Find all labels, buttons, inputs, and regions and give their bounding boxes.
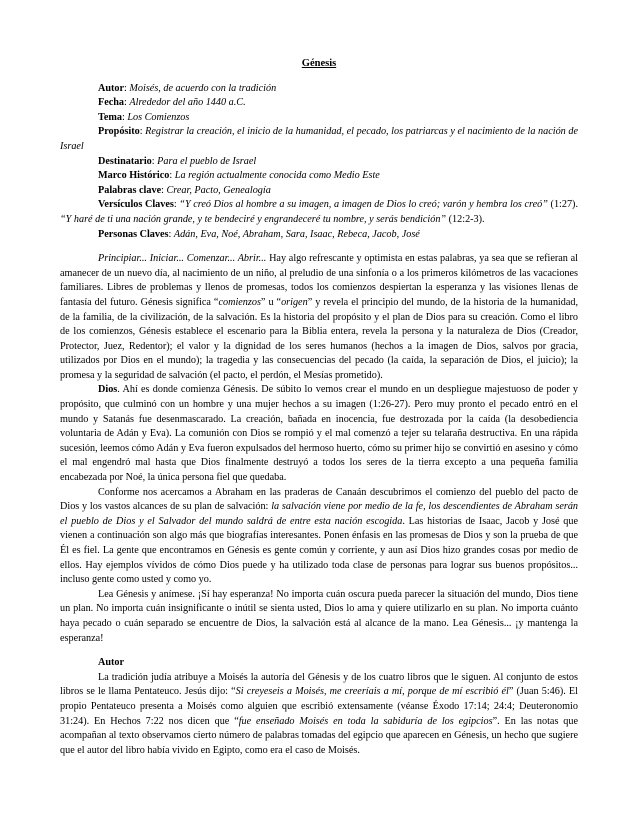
inline-bold: Dios [98,384,118,396]
meta-personas-claves: Personas Claves: Adán, Eva, Noé, Abraham, Sara, Isaac, Rebeca, Jacob, José [98,228,420,240]
meta-value: Adán, Eva, Noé, Abraham, Sara, Isaac, Rebeca, Jacob, José [173,228,420,240]
meta-quote: “Y haré de ti una nación grande, y te bendeciré y engrandeceré tu nombre, y serás bendición” [60,213,447,225]
body-text: . Las historias de Isaac, Jacob y José que vienen a continuación son algo más que biografías interesantes. Ponen énfasis en las promesas de Dios y son la prueba de que Él es fiel. La gente que encontramos en Génesis es gente común y corriente, y aun así Dios hizo grandes cosas por medio de ellos. Hay ejemplos vívidos de cómo Dios puede y ha utilizado toda clase de personas para lograr sus buenos propósitos... incluso gente como usted y como yo. [60,515,579,586]
meta-autor: Autor: Moisés, de acuerdo con la tradición [98,82,277,94]
meta-value: Registrar la creación, el inicio de la humanidad, el pecado, los patriarcas y el nacimiento de la nación de Israel [60,126,578,152]
spacer [60,242,578,252]
body-text: Conforme nos acercamos a Abraham en las praderas de Canaán descubrimos el comienzo del pueblo del pacto de Dios y los vastos alcances de su plan de salvación: [60,486,578,513]
inline-italic: origen [281,296,308,308]
body-text: ” y revela el principio del mundo, de la historia de la humanidad, de la familia, de la civilización, de la salvación. Es la historia del propósito y el plan de Dios para su creación. Como el libro de los comienzos, Génesis establece el escenario para la Biblia entera, revela la persona y la naturaleza de Dios (Creador, Protector, Juez, Redentor); el valor y la dignidad de los seres humanos (hechos a la imagen de Dios, salvos por gracia, utilizados por Dios en el mundo); la tragedia y las consecuencias del pecado (la caída, la separación de Dios, el juicio); la promesa y la seguridad de salvación (el pacto, el perdón, el Mesías prometido). [60,296,579,381]
meta-value: Alrededor del año 1440 a.C. [129,97,246,109]
meta-label: Tema [98,111,122,123]
body-paragraph-4 [60,588,578,646]
metadata-block [60,82,578,243]
meta-label: Fecha [98,97,125,109]
meta-fecha: Fecha: Alrededor del año 1440 a.C. [98,97,246,109]
body-paragraph-3 [60,486,578,588]
meta-label: Autor [98,82,125,94]
meta-value: La región actualmente conocida como Medio Este [174,170,380,182]
body-text: Hay algo refrescante y optimista en estas palabras, ya sea que se refieran al amanecer de un nuevo día, al nacimiento de un niño, al preludio de una sinfonía o a los primeros kilómetros de las vacaciones familiares. Libres de problemas y llenos de promesas, todos los comienzos despiertan la esperanza y las visiones llenas de fantasía del futuro. Génesis significa “ [60,253,578,308]
meta-proposito: Propósito: Registrar la creación, el inicio de la humanidad, el pecado, los patriarcas y el nacimiento de la nación de Israel [60,126,578,152]
body-text: . Ahí es donde comienza Génesis. De súbito lo vemos crear el mundo en un despliegue majestuoso de poder y propósito, que culminó con un hombre y una mujer hechos a su imagen (1:26-27). Pero muy pronto el pecado entró en el mundo y Satanás fue desenmascarado. La creación, bañada en inocencia, fue destrozada por la caída (la desobediencia voluntaria de Adán y Eva). La comunión con Dios se rompió y el mal comenzó a tejer su telaraña destructiva. En una rápida sucesión, leemos cómo Adán y Eva fueron expulsados del hermoso huerto, cómo su primer hijo se convirtió en asesino y cómo el mal engendró mal hasta que Dios finalmente destruyó a todos los seres de la tierra excepto a una pequeña familia encabezada por Noé, la única persona fiel que quedaba. [60,384,578,484]
meta-reference: (12:2-3). [446,213,485,225]
meta-label: Marco Histórico [98,170,170,182]
page-title: Génesis [301,58,337,69]
meta-label: Versículos Claves [98,199,174,211]
meta-versiculos-claves: Versículos Claves: “Y creó Dios al hombre a su imagen, a imagen de Dios lo creó; varón y hembra los creó” (1:27). “Y haré de ti una nación grande, y te bendeciré y engrandeceré tu nombre, y serás bendición” (12:2-3). [60,199,578,225]
meta-label: Personas Claves [98,228,169,240]
inline-italic: fue enseñado Moisés en toda la sabiduría de los egipcios [238,715,493,727]
meta-tema: Tema: Los Comienzos [98,111,190,123]
document-page [60,57,578,758]
inline-italic: Si creyeseis a Moisés, me creeríais a mí, porque de mí escribió él [235,686,509,698]
meta-label: Propósito [98,126,140,138]
spacer [60,646,578,656]
meta-destinatario: Destinatario: Para el pueblo de Israel [98,155,257,167]
body-text: Lea Génesis y anímese. ¡Sí hay esperanza! No importa cuán oscura pueda parecer la situación del mundo, Dios tiene un plan. No importa cuán insignificante o inútil se sienta usted, Dios lo ama y quiere utilizarlo en su plan. No importa cuánto haya pecado o cuán separado se encuentre de Dios, la salvación está al alcance de la mano. Lea Génesis... ¡y mantenga la esperanza! [60,588,578,644]
meta-value: Para el pueblo de Israel [157,155,257,167]
meta-reference: (1:27). [547,199,578,211]
inline-italic: comienzos [218,296,261,308]
meta-value: Los Comienzos [127,111,190,123]
meta-palabras-clave: Palabras clave: Crear, Pacto, Genealogía [98,184,271,196]
section-heading-autor: Autor [98,657,125,669]
meta-quote: “Y creó Dios al hombre a su imagen, a imagen de Dios lo creó; varón y hembra los creó” [179,199,548,211]
body-paragraph-2 [60,383,578,485]
meta-label: Palabras clave [98,184,162,196]
body-paragraph-1 [60,252,578,383]
inline-italic: la salvación viene por medio de la fe, los descendientes de Abraham serán el pueblo de Dios y el Salvador del mundo saldrá de entre esta nación escogida [60,501,579,527]
meta-label: Destinatario [98,155,152,167]
meta-value: Crear, Pacto, Genealogía [166,184,271,196]
body-text: ” u “ [260,296,282,308]
meta-value: Moisés, de acuerdo con la tradición [129,82,277,94]
body-text: ”. En las notas que acompañan al texto observamos cierto número de palabras tomadas del egipcio que aparecen en Génesis, un hecho que sugiere que el autor del libro había vivido en Egipto, como era el caso de Moisés. [60,715,579,756]
meta-marco-historico: Marco Histórico: La región actualmente conocida como Medio Este [98,170,380,182]
body-paragraph-autor [60,671,578,759]
body-text: La tradición judía atribuye a Moisés la autoría del Génesis y de los cuatro libros que le siguen. Al conjunto de estos libros se le llama Pentateuco. Jesús dijo: “ [60,671,578,698]
body-text: ” (Juan 5:46). El propio Pentateuco presenta a Moisés como alguien que escribió extensamente (véanse Éxodo 17:14; 24:4; Deuteronomio 31:24). En Hechos 7:22 nos dicen que “ [60,686,578,727]
inline-italic: Principiar... Iniciar... Comenzar... Abrir... [98,253,267,265]
